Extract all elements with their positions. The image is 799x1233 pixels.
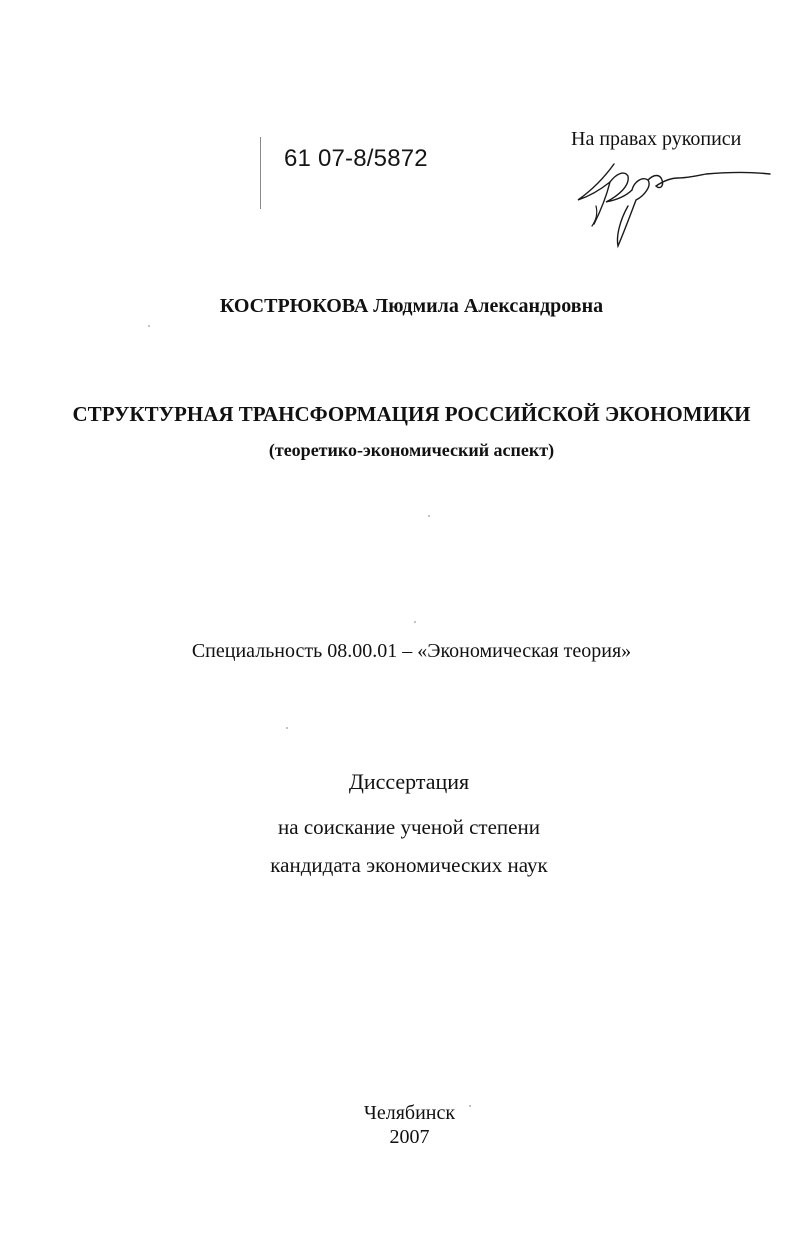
- scan-speck: [414, 621, 416, 623]
- scan-speck: [148, 325, 150, 327]
- year: 2007: [389, 1126, 430, 1148]
- stamp-divider: [260, 137, 261, 209]
- dissertation-heading: Диссертация: [348, 769, 470, 794]
- dissertation-title: СТРУКТУРНАЯ ТРАНСФОРМАЦИЯ РОССИЙСКОЙ ЭКОНОМИКИ: [72, 402, 751, 426]
- author-name: [0, 295, 799, 318]
- rights-notice: На правах рукописи: [571, 128, 742, 150]
- scan-speck: [286, 727, 288, 729]
- degree-line: на соискание ученой степени: [278, 815, 540, 839]
- scan-speck: [469, 1105, 471, 1107]
- author-surname: КОСТРЮКОВА: [219, 295, 369, 317]
- library-stamp-number: 61 07-8/5872: [284, 145, 428, 172]
- city: Челябинск: [363, 1102, 456, 1124]
- dissertation-subtitle: (теоретико-экономический аспект): [268, 440, 555, 460]
- degree-field-line: кандидата экономических наук: [270, 853, 548, 877]
- author-signature: [570, 156, 775, 252]
- author-given-names: Людмила Александровна: [373, 295, 604, 317]
- specialty-line: Специальность 08.00.01 – «Экономическая теория»: [191, 640, 632, 662]
- scan-speck: [428, 515, 430, 517]
